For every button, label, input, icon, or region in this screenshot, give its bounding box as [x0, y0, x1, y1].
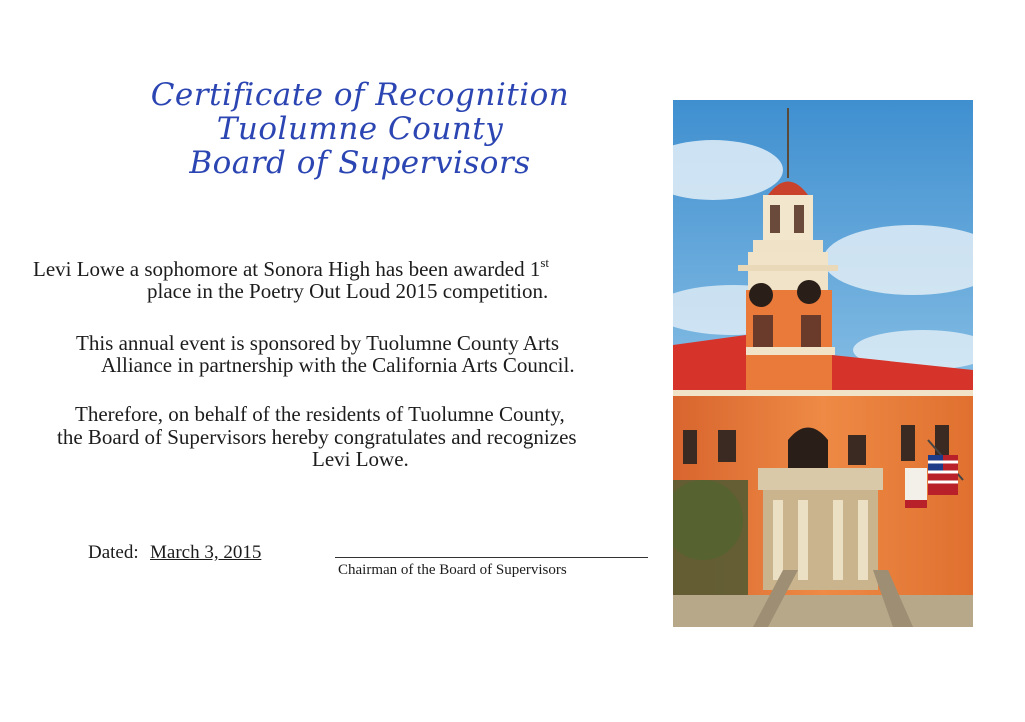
- resolution-line-2: the Board of Supervisors hereby congratulates and recognizes: [57, 425, 577, 449]
- award-sentence-line-2: place in the Poetry Out Loud 2015 competition.: [147, 279, 549, 303]
- signature-line: [335, 557, 648, 558]
- title-line-1: Certificate of Recognition: [150, 77, 570, 113]
- resolution-line-3: Levi Lowe.: [312, 447, 409, 471]
- ordinal-suffix: st: [540, 255, 550, 270]
- dated-label: Dated:: [88, 542, 139, 563]
- resolution-line-1: Therefore, on behalf of the residents of Tuolumne County,: [75, 402, 565, 426]
- title-line-2: Tuolumne County: [216, 111, 504, 147]
- award-sentence-line-1: Levi Lowe a sophomore at Sonora High has been awarded 1st: [33, 255, 550, 281]
- title-line-3: Board of Supervisors: [189, 145, 531, 181]
- courthouse-photo: [673, 100, 973, 627]
- signer-title: Chairman of the Board of Supervisors: [338, 562, 567, 578]
- sponsor-sentence-line-2: Alliance in partnership with the California Arts Council.: [101, 353, 575, 377]
- certificate-title: [150, 78, 570, 180]
- sponsor-sentence-line-1: This annual event is sponsored by Tuolumne County Arts: [76, 331, 559, 355]
- dated-value: March 3, 2015: [150, 542, 262, 563]
